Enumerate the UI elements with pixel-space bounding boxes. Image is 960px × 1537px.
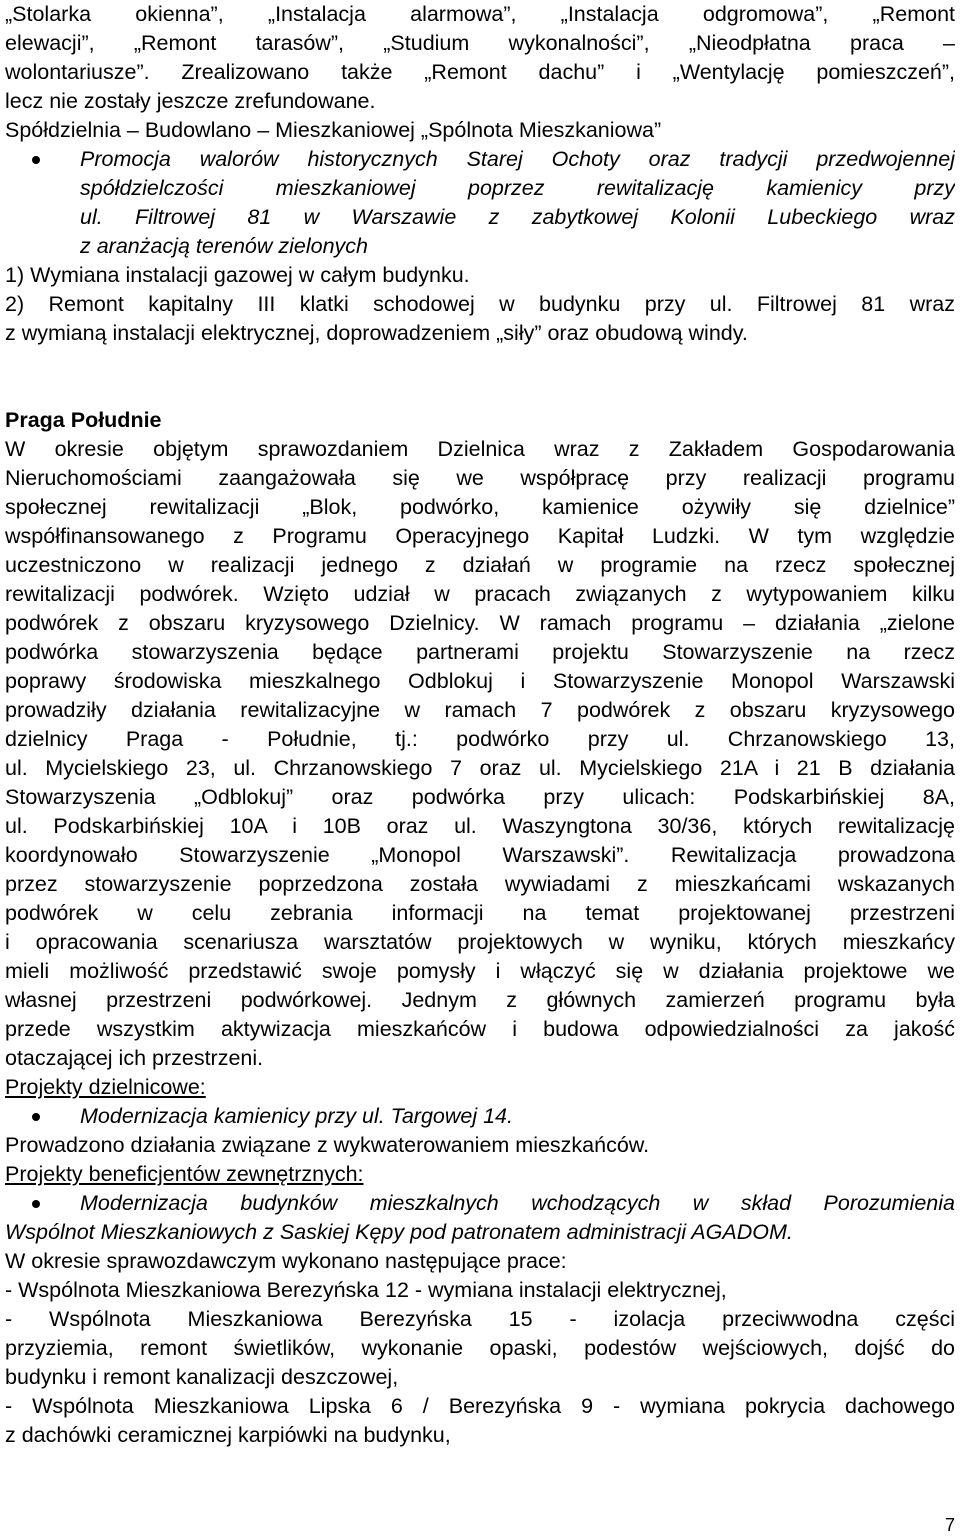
text-line: Modernizacja kamienicy przy ul. Targowej 14.	[80, 1104, 513, 1128]
list-item: 1) Wymiana instalacji gazowej w całym budynku.	[5, 263, 470, 287]
project-heading: Spółdzielnia – Budowlano – Mieszkaniowej „Spólnota Mieszkaniowa”	[5, 118, 662, 142]
text-line: wolontariusze”. Zrealizowano także „Remont dachu” i „Wentylację pomieszczeń”,	[5, 60, 955, 84]
beneficiary-project-bullet	[5, 1189, 955, 1247]
text-line: spółdzielczości mieszkaniowej poprzez rewitalizację kamienicy przy	[80, 176, 955, 200]
text-line: Wspólnot Mieszkaniowych z Saskiej Kępy pod patronatem administracji AGADOM.	[5, 1220, 793, 1244]
list-item: - Wspólnota Mieszkaniowa Lipska 6 / Berezyńska 9 - wymiana pokrycia dachowego	[5, 1394, 955, 1418]
bullet-icon	[30, 1189, 42, 1218]
text-line: Stowarzyszenia „Odblokuj” oraz podwórka przy ulicach: Podskarbińskiej 8A,	[5, 785, 955, 809]
district-projects-heading: Projekty dzielnicowe:	[5, 1075, 206, 1099]
list-item: - Wspólnota Mieszkaniowa Berezyńska 15 - izolacja przeciwwodna części	[5, 1307, 955, 1331]
text-line: rewitalizacji podwórek. Wzięto udział w pracach związanych z wytypowaniem kilku	[5, 582, 955, 606]
list-item: 2) Remont kapitalny III klatki schodowej w budynku przy ul. Filtrowej 81 wraz	[5, 292, 955, 316]
text-line: elewacji”, „Remont tarasów”, „Studium wykonalności”, „Nieodpłatna praca –	[5, 31, 955, 55]
text-line: Promocja walorów historycznych Starej Ochoty oraz tradycji przedwojennej	[80, 147, 955, 171]
document-page	[5, 0, 955, 1450]
text-line: współfinansowanego z Programu Operacyjnego Kapitał Ludzki. W tym względzie	[5, 524, 955, 548]
text-line: podwórek w celu zebrania informacji na temat projektowanej przestrzeni	[5, 901, 955, 925]
text-line: podwórek z obszaru kryzysowego Dzielnicy. W ramach programu – działania „zielone	[5, 611, 955, 635]
text-line: przez stowarzyszenie poprzedzona została wywiadami z mieszkańcami wskazanych	[5, 872, 955, 896]
text-line: przede wszystkim aktywizacja mieszkańców i budowa odpowiedzialności za jakość	[5, 1017, 955, 1041]
bullet-icon	[30, 145, 42, 174]
text-line: ul. Mycielskiego 23, ul. Chrzanowskiego 7 oraz ul. Mycielskiego 21A i 21 B działania	[5, 756, 955, 780]
text-line: dzielnicy Praga - Południe, tj.: podwórko przy ul. Chrzanowskiego 13,	[5, 727, 955, 751]
text-line: przyziemia, remont świetlików, wykonanie opaski, podestów wejściowych, dojść do	[5, 1336, 955, 1360]
list-item: z wymianą instalacji elektrycznej, doprowadzeniem „siły” oraz obudową windy.	[5, 321, 748, 345]
text-line: otaczającej ich przestrzeni.	[5, 1046, 264, 1070]
intro-paragraph	[5, 0, 955, 116]
text-line: mieli możliwość przedstawić swoje pomysły i włączyć się w działania projektowe we	[5, 959, 955, 983]
text-line: Modernizacja budynków mieszkalnych wchodzących w skład Porozumienia	[80, 1191, 955, 1215]
text-line: ul. Filtrowej 81 w Warszawie z zabytkowej Kolonii Lubeckiego wraz	[80, 205, 955, 229]
text-line: z aranżacją terenów zielonych	[80, 234, 369, 258]
text-line: W okresie sprawozdawczym wykonano następujące prace:	[5, 1249, 567, 1273]
text-line: koordynowało Stowarzyszenie „Monopol Warszawski”. Rewitalizacja prowadzona	[5, 843, 955, 867]
text-line: lecz nie zostały jeszcze zrefundowane.	[5, 89, 376, 113]
text-line: społecznej rewitalizacji „Blok, podwórko, kamienice ożywiły się dzielnice”	[5, 495, 955, 519]
text-line: W okresie objętym sprawozdaniem Dzielnica wraz z Zakładem Gospodarowania	[5, 437, 955, 461]
text-line: poprawy środowiska mieszkalnego Odblokuj i Stowarzyszenie Monopol Warszawski	[5, 669, 955, 693]
district-project-bullet	[5, 1102, 955, 1131]
spacer	[5, 377, 955, 406]
bullet-icon	[30, 1102, 42, 1131]
text-line: prowadziły działania rewitalizacyjne w ramach 7 podwórek z obszaru kryzysowego	[5, 698, 955, 722]
beneficiary-projects-heading: Projekty beneficjentów zewnętrznych:	[5, 1162, 364, 1186]
text-line: ul. Podskarbińskiej 10A i 10B oraz ul. Waszyngtona 30/36, których rewitalizację	[5, 814, 955, 838]
text-line: uczestniczono w realizacji jednego z działań w programie na rzecz społecznej	[5, 553, 955, 577]
praga-paragraph	[5, 435, 955, 1073]
text-line: Prowadzono działania związane z wykwaterowaniem mieszkańców.	[5, 1133, 650, 1157]
text-line: budynku i remont kanalizacji deszczowej,	[5, 1365, 399, 1389]
text-line: „Stolarka okienna”, „Instalacja alarmowa”, „Instalacja odgromowa”, „Remont	[5, 2, 955, 26]
page-number: 7	[944, 1515, 955, 1535]
text-line: i opracowania scenariusza warsztatów projektowych w wyniku, których mieszkańcy	[5, 930, 955, 954]
spacer	[5, 348, 955, 377]
text-line: z dachówki ceramicznej karpiówki na budynku,	[5, 1423, 451, 1447]
section-title: Praga Południe	[5, 408, 162, 432]
text-line: własnej przestrzeni podwórkowej. Jednym z głównych zamierzeń programu była	[5, 988, 955, 1012]
project-bullet	[5, 145, 955, 261]
list-item: - Wspólnota Mieszkaniowa Berezyńska 12 - wymiana instalacji elektrycznej,	[5, 1278, 727, 1302]
text-line: podwórka stowarzyszenia będące partnerami projektu Stowarzyszenie na rzecz	[5, 640, 955, 664]
text-line: Nieruchomościami zaangażowała się we współpracę przy realizacji programu	[5, 466, 955, 490]
